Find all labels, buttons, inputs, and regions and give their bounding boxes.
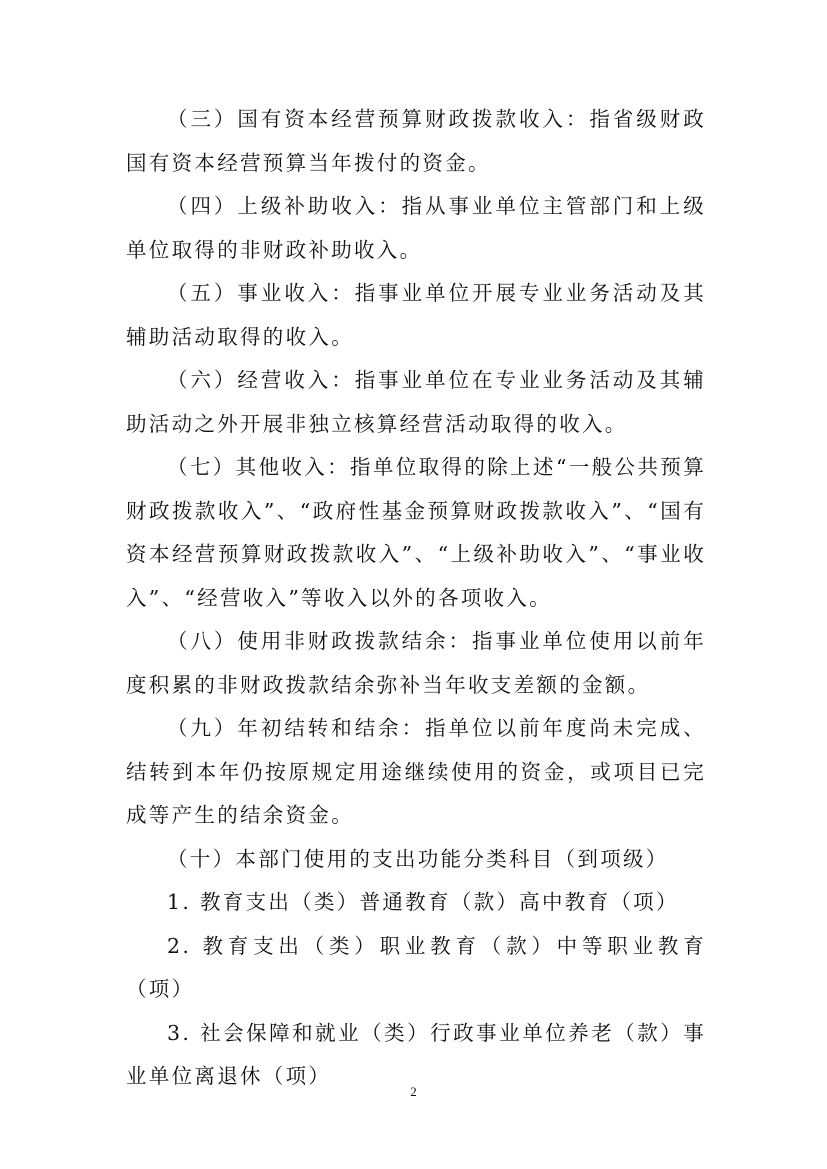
list-item-2: 2. 教育支出（类）职业教育（款）中等职业教育（项） — [126, 933, 706, 1001]
page-number: 2 — [410, 1084, 417, 1099]
paragraph-6: （六）经营收入：指事业单位在专业业务活动及其辅助活动之外开展非独立核算经营活动取得的收入。 — [126, 368, 706, 436]
paragraph-3: （三）国有资本经营预算财政拨款收入：指省级财政国有资本经营预算当年拨付的资金。 — [126, 107, 706, 175]
paragraph-4: （四）上级补助收入：指从事业单位主管部门和上级单位取得的非财政补助收入。 — [126, 194, 706, 262]
document-body — [126, 98, 706, 1099]
paragraph-9: （九）年初结转和结余：指单位以前年度尚未完成、结转到本年仍按原规定用途继续使用的资金，或项目已完成等产生的结余资金。 — [126, 716, 706, 827]
paragraph-10: （十）本部门使用的支出功能分类科目（到项级） — [167, 846, 669, 871]
list-item-1: 1. 教育支出（类）普通教育（款）高中教育（项） — [167, 890, 679, 914]
paragraph-8: （八）使用非财政拨款结余：指事业单位使用以前年度积累的非财政拨款结余弥补当年收支差额的金额。 — [126, 629, 706, 697]
list-item-3: 3. 社会保障和就业（类）行政事业单位养老（款）事业单位离退休（项） — [126, 1020, 706, 1088]
paragraph-5: （五）事业收入：指事业单位开展专业业务活动及其辅助活动取得的收入。 — [126, 281, 706, 349]
paragraph-7: （七）其他收入：指单位取得的除上述“一般公共预算财政拨款收入”、“政府性基金预算财政拨款收入”、“国有资本经营预算财政拨款收入”、“上级补助收入”、“事业收入”、“经营收入”等收入以外的各项收入。 — [126, 455, 706, 610]
